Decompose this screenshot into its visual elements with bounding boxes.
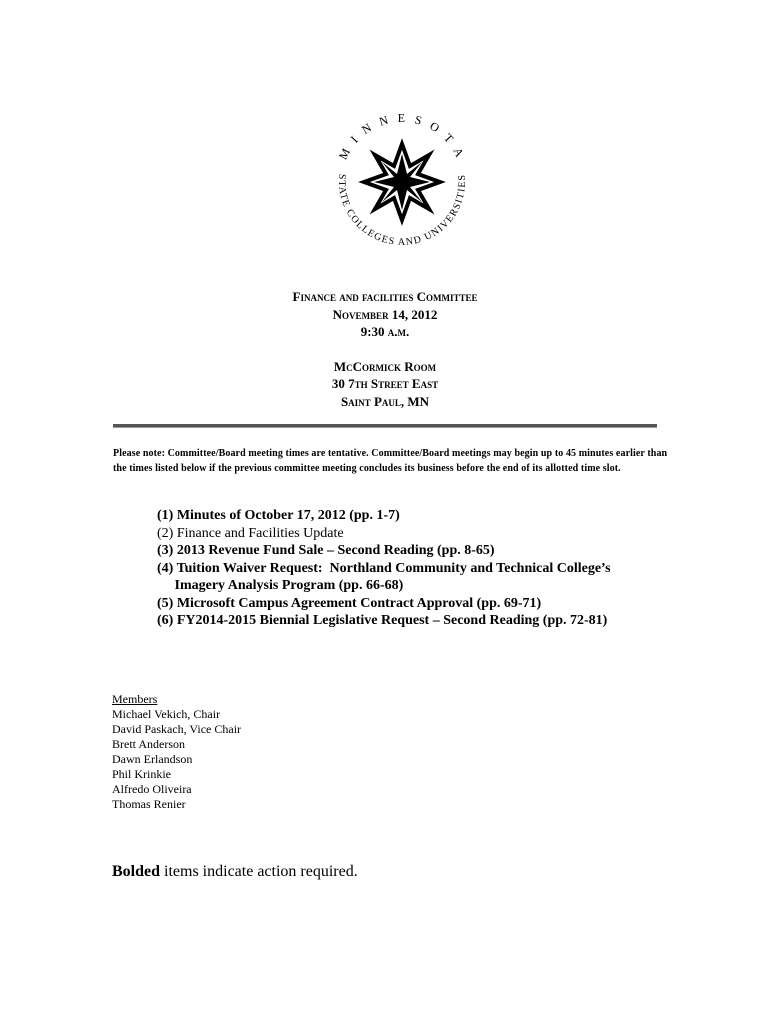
meeting-room: McCormick Room bbox=[333, 359, 437, 374]
member: David Paskach, Vice Chair bbox=[112, 722, 242, 736]
member: Dawn Erlandson bbox=[112, 752, 193, 766]
member: Michael Vekich, Chair bbox=[112, 707, 221, 721]
footer-note bbox=[112, 862, 358, 881]
members-heading: Members bbox=[112, 692, 158, 706]
member: Phil Krinkie bbox=[112, 767, 171, 781]
svg-text:M I N N E S O T A: M I N N E S O T A bbox=[335, 110, 469, 162]
meeting-time: 9:30 a.m. bbox=[360, 324, 410, 339]
member: Brett Anderson bbox=[112, 737, 185, 751]
footer-rest: items indicate action required. bbox=[160, 863, 358, 880]
footer-bold: Bolded bbox=[112, 863, 161, 880]
agenda-item: (3) 2013 Revenue Fund Sale – Second Reading (pp. 8-65) bbox=[157, 543, 495, 558]
agenda-item: Imagery Analysis Program (pp. 66-68) bbox=[157, 578, 404, 593]
agenda-item: (4) Tuition Waiver Request: Northland Community and Technical College’s bbox=[157, 560, 611, 576]
divider bbox=[113, 424, 657, 428]
member: Alfredo Oliveira bbox=[112, 782, 192, 796]
meeting-date: November 14, 2012 bbox=[332, 307, 438, 322]
agenda-item: (5) Microsoft Campus Agreement Contract Approval (pp. 69-71) bbox=[157, 595, 542, 611]
meeting-city: Saint Paul, MN bbox=[340, 394, 430, 409]
committee-title: Finance and facilities Committee bbox=[292, 289, 478, 304]
agenda-item: (6) FY2014-2015 Biennial Legislative Request – Second Reading (pp. 72-81) bbox=[157, 613, 608, 628]
member: Thomas Renier bbox=[112, 797, 186, 811]
members-list bbox=[112, 692, 241, 812]
agenda-list bbox=[157, 507, 611, 630]
schedule-note: Please note: Committee/Board meeting times are tentative. Committee/Board meetings may begin up to 45 minutes earlier than the times listed below if the previous committee meeting concludes its business before the end of its allotted time slot. bbox=[113, 448, 668, 474]
svg-text:STATE COLLEGES AND UNIVERSITIE: STATE COLLEGES AND UNIVERSITIES bbox=[335, 173, 469, 248]
agenda-item: (2) Finance and Facilities Update bbox=[157, 525, 344, 541]
meeting-street: 30 7th Street East bbox=[331, 376, 439, 391]
agenda-item: (1) Minutes of October 17, 2012 (pp. 1-7) bbox=[157, 508, 400, 523]
minnesota-state-logo bbox=[317, 92, 487, 262]
